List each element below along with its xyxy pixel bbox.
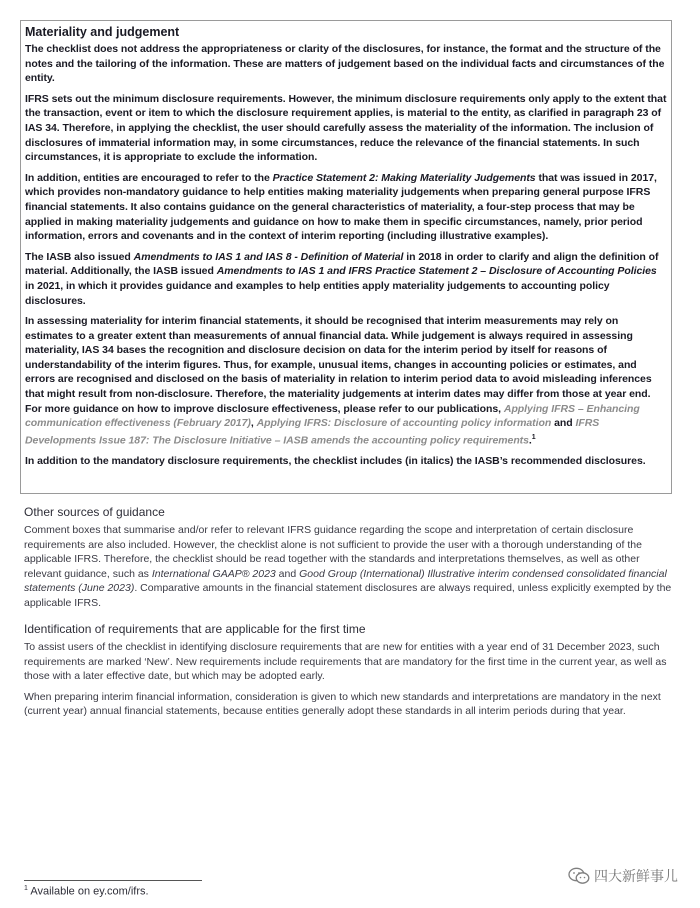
identification-paragraph-2: When preparing interim financial information, consideration is given to which new standards and interpretations are mandatory in the next (current year) annual financial statements, because entities generally adopt these standards in all interim periods during that year. <box>24 690 661 718</box>
wechat-icon <box>568 867 590 885</box>
watermark <box>568 866 678 886</box>
link-enhancing-communication[interactable]: Applying IFRS – Enhancing communication effectiveness (February 2017) <box>25 402 640 430</box>
box-paragraph-3: In addition, entities are encouraged to refer to the Practice Statement 2: Making Materiality Judgements that was issued in 2017, which provides non-mandatory guidance to help entities making materiality judgements when preparing general purpose IFRS financial statements. It also contains guidance on the general characteristics of materiality, a four-step process that may be applied in making materiality judgements and guidance on how to make them in specific circumstances, namely, prior period information, errors and covenants and in the context of interim reporting (including illustrative examples). <box>25 171 657 243</box>
amendments-definition-title: Amendments to IAS 1 and IAS 8 - Definition of Material <box>133 250 404 263</box>
footnote: $^1$ Available on ey.com/ifrs. <box>24 885 149 898</box>
box-paragraph-1: The checklist does not address the appropriateness or clarity of the disclosures, for instance, the format and the structure of the notes and the tailoring of the information. These are matters of judgement based on the individual facts and circumstances of the entity. <box>25 43 665 85</box>
box-paragraph-4: The IASB also issued Amendments to IAS 1 and IAS 8 - Definition of Material in 2018 in order to clarify and align the definition of material. Additionally, the IASB issued Amendments to IAS 1 and IFRS Practice Statement 2 – Disclosure of Accounting Policies in 2021, in which it provides guidance and examples to help entities apply materiality judgements to accounting policy disclosures. <box>25 250 659 307</box>
footnote-marker: 1 <box>531 433 536 441</box>
footnote-divider <box>24 880 202 881</box>
identification-paragraph-1: To assist users of the checklist in identifying disclosure requirements that are new for entities with a year end of 31 December 2023, such requirements are marked ‘New’. New requirements include requirements that are mandatory for the first time in the current year, as well as those with a later effective date, but which may be adopted early. <box>24 641 667 683</box>
amendments-policies-title: Amendments to IAS 1 and IFRS Practice Statement 2 – Disclosure of Accounting Policies <box>216 265 657 278</box>
link-ifrs-developments-187[interactable]: IFRS Developments Issue 187: The Disclosure Initiative – IASB amends the accounting policy requirements <box>25 417 600 447</box>
other-sources-heading: Other sources of guidance <box>24 505 165 519</box>
box-paragraph-6: In addition to the mandatory disclosure requirements, the checklist includes (in italics) the IASB’s recommended disclosures. <box>25 454 646 467</box>
box-title: Materiality and judgement <box>25 25 180 39</box>
identification-heading: Identification of requirements that are applicable for the first time <box>24 622 366 636</box>
practice-statement-title: Practice Statement 2: Making Materiality Judgements <box>272 171 536 184</box>
link-disclosure-policy-information[interactable]: Applying IFRS: Disclosure of accounting policy information <box>256 417 552 430</box>
other-sources-paragraph: Comment boxes that summarise and/or refer to relevant IFRS guidance regarding the scope and interpretation of certain disclosure requirements are also included. However, the checklist alone is not sufficient to provide the user with a thorough understanding of the applicable IFRS. Therefore, the checklist should be read together with the standards and interpretations themselves, as well as other relevant guidance, such as International GAAP® 2023 and Good Group (International) Illustrative interim condensed consolidated financial statements (June 2023). Comparative amounts in the financial statement disclosures are always required, unless explicitly exempted by the applicable IFRS. <box>24 524 672 609</box>
other-sources-section <box>24 504 672 617</box>
materiality-box <box>20 20 672 494</box>
identification-section <box>24 621 672 725</box>
box-paragraph-5: In assessing materiality for interim financial statements, it should be recognised that interim measurements may rely on estimates to a greater extent than measurements of annual financial data. While judgement is always required in assessing materiality, IAS 34 bases the recognition and disclosure decision on data for the interim period by itself for reasons of understandability of the interim figures. Thus, for example, unusual items, changes in accounting policies or estimates, and errors are recognised and disclosed on the basis of materiality in relation to interim period data to avoid misleading inferences that might result from non-disclosure. Therefore, the materiality judgements at interim dates may differ from those at year end. For more guidance on how to improve disclosure effectiveness, please refer to our publications, Applying IFRS – Enhancing communication effectiveness (February 2017), Applying IFRS: Disclosure of accounting policy information and IFRS Developments Issue 187: The Disclosure Initiative – IASB amends the accounting policy requirements.$^1$ <box>25 315 652 447</box>
box-paragraph-2: IFRS sets out the minimum disclosure requirements. However, the minimum disclosure requirements only apply to the extent that the transaction, event or item to which the disclosure requirement applies, is material to the entity, as clarified in paragraph 23 of IAS 34. Therefore, in applying the checklist, the user should carefully assess the materiality of the information. The inclusion of disclosures of immaterial information may, in some circumstances, reduce the relevance of the financial statements. In such circumstances, it is appropriate to exclude the information. <box>25 92 667 164</box>
watermark-text: 四大新鲜事儿 <box>594 869 678 885</box>
